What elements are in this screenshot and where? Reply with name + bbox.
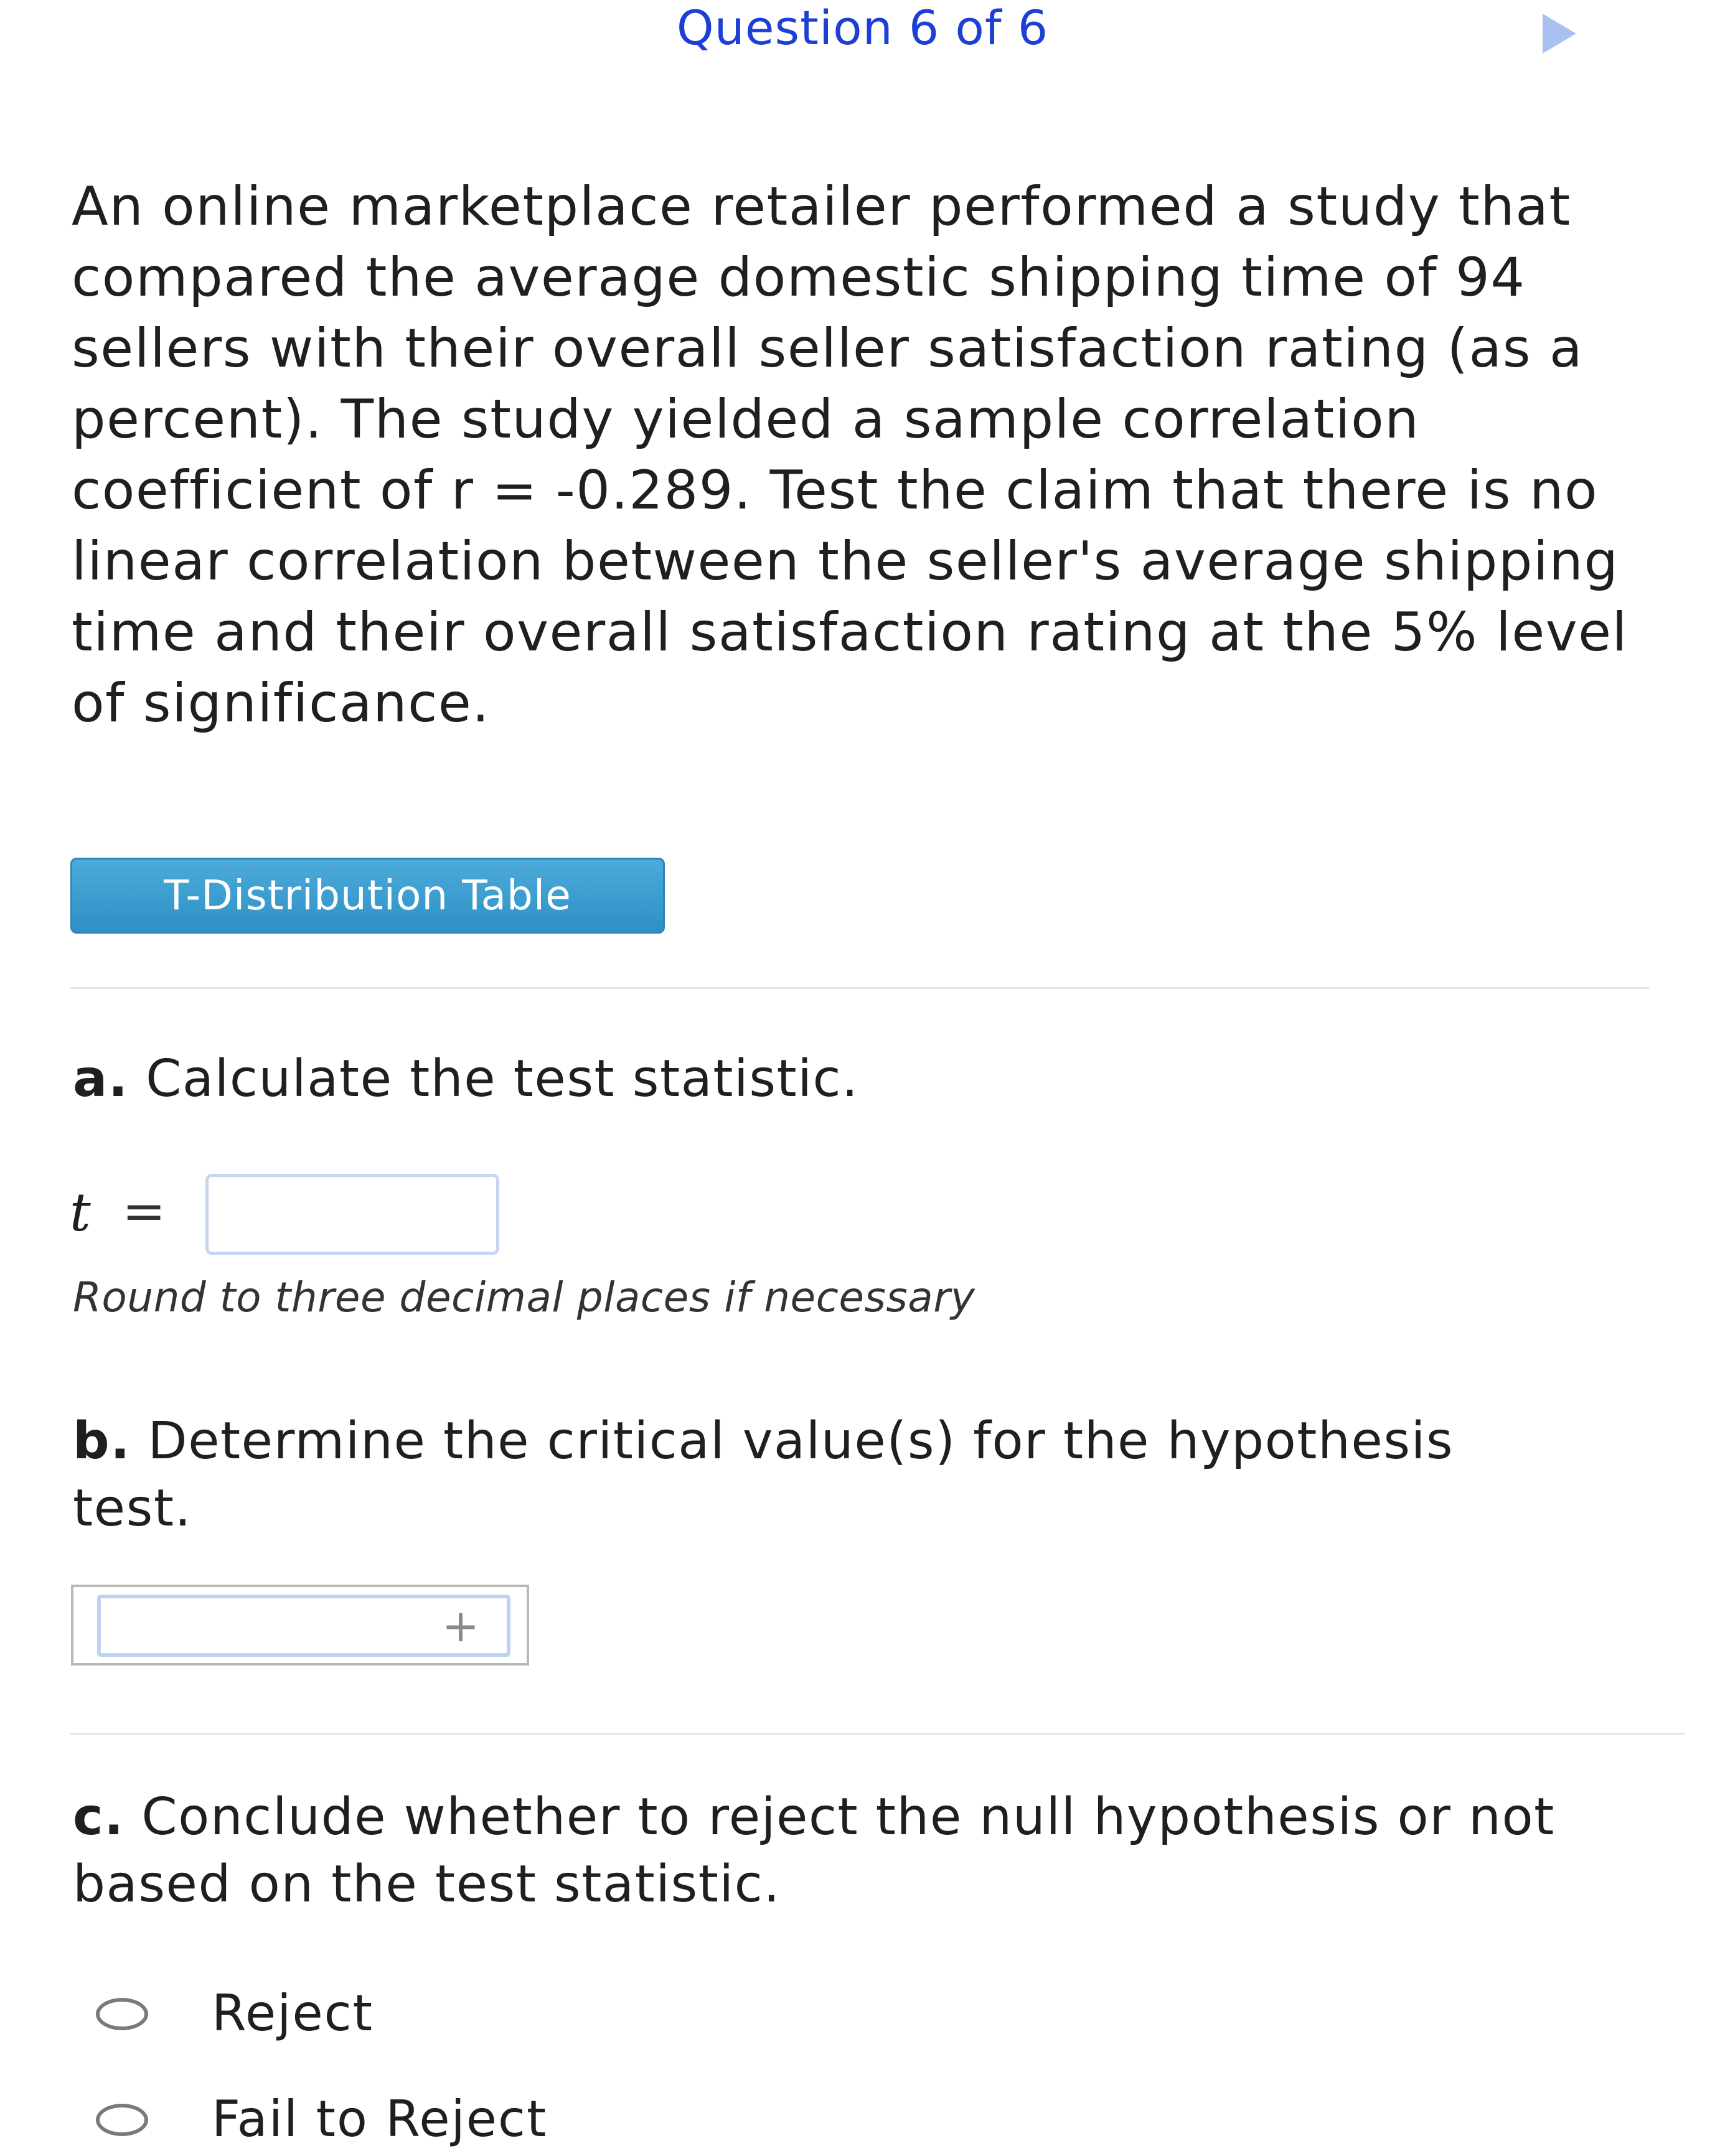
t-distribution-table-button[interactable]: T-Distribution Table [70,858,665,934]
radio-label: Reject [212,1984,374,2042]
section-divider [70,1733,1685,1735]
part-a-letter: a. [73,1049,129,1108]
play-arrow-icon[interactable] [1543,14,1576,54]
test-statistic-variable: t [70,1182,91,1243]
radio-button-icon[interactable] [96,2104,148,2136]
part-a-prompt [73,1046,1567,1113]
part-c-text: Conclude whether to reject the null hypothesis or not based on the test statistic. [73,1788,1555,1914]
part-b-letter: b. [73,1412,131,1471]
section-divider [70,987,1649,989]
part-b-text: Determine the critical value(s) for the hypothesis test. [73,1412,1454,1538]
add-value-icon[interactable]: + [441,1600,480,1652]
radio-label: Fail to Reject [212,2090,548,2148]
question-counter: Question 6 of 6 [676,0,1049,55]
rounding-hint: Round to three decimal places if necessary [73,1273,975,1321]
part-c-letter: c. [73,1788,125,1847]
part-c-prompt [73,1784,1567,1918]
part-b-prompt [73,1408,1567,1542]
part-a-text: Calculate the test statistic. [146,1049,859,1108]
equals-sign: = [122,1181,166,1242]
radio-button-icon[interactable] [96,1998,148,2030]
radio-option-reject[interactable] [93,1979,965,2048]
radio-option-fail-to-reject[interactable] [93,2085,965,2154]
question-text: An online marketplace retailer performed a study that compared the average domestic shipping time of 94 sellers with their overall seller satisfaction rating (as a percent). The study yielded a sample correlation coefficient of r = -0.289. Test the claim that there is no linear correlation between the seller's average shipping time and their overall satisfaction rating at the 5% level of significance. [72,176,1628,734]
test-statistic-input[interactable] [205,1174,499,1255]
